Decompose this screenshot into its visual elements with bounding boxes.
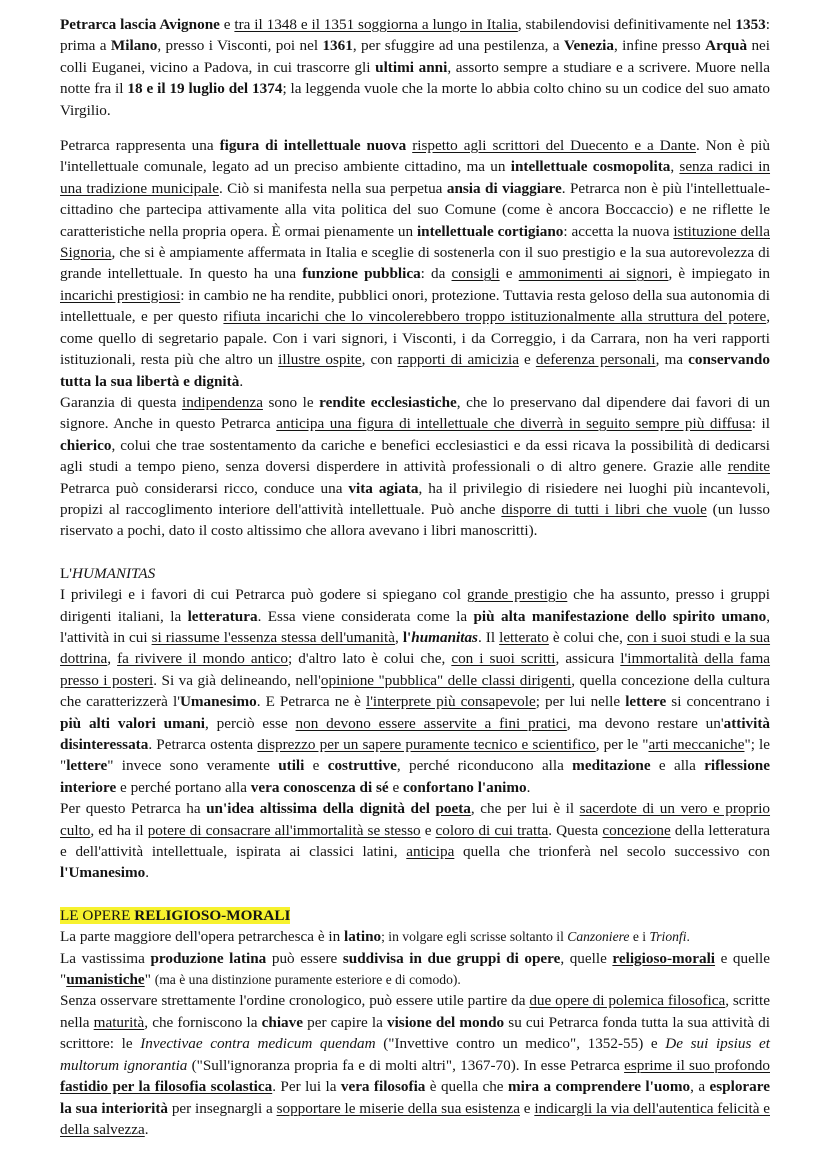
- text-run: grande prestigio: [466, 586, 568, 604]
- text-run: ; d'altro lato è colui che,: [287, 650, 452, 668]
- text-run: latino: [343, 928, 382, 946]
- text-run: sopportare le miserie della sua esistenza: [276, 1099, 520, 1117]
- text-run: . Il: [477, 628, 500, 646]
- text-run: e: [304, 757, 328, 775]
- text-run: (ma è una distinzione puramente esteriore e di comodo).: [154, 972, 461, 988]
- text-run: un'idea altissima della dignità del: [206, 800, 436, 818]
- text-run: ammonimenti ai signori: [518, 265, 669, 283]
- text-run: ; per lui nelle: [535, 693, 626, 711]
- text-run: , con: [361, 351, 398, 369]
- text-run: , che si è ampiamente affermata in Italia e sceglie di sostenerla con il suo prestigio e la sua autorevolezza di grande intellettuale. In questo ha una: [60, 244, 770, 283]
- text-run: costruttive: [327, 757, 397, 775]
- text-run: quella che trionferà nel secolo successivo con: [454, 843, 770, 861]
- text-run: per capire la: [302, 1013, 387, 1031]
- text-run: è colui che,: [548, 628, 627, 646]
- text-run: , ed ha il: [90, 821, 148, 839]
- text-run: indipendenza: [181, 393, 263, 411]
- text-run: e: [499, 265, 519, 283]
- text-run: " invece sono veramente: [107, 757, 279, 775]
- text-run: Petrarca lascia Avignone: [60, 16, 220, 33]
- text-run: e alla: [650, 757, 705, 775]
- text-run: ,: [107, 650, 118, 668]
- text-run: opinione "pubblica" delle classi dirigenti: [320, 671, 572, 689]
- text-run: esplorare la sua interiorità: [60, 1078, 770, 1117]
- text-run: l'interprete più consapevole: [365, 693, 536, 711]
- text-run: vita agiata: [348, 479, 419, 497]
- text-run: LE OPERE: [60, 906, 135, 924]
- text-run: si riassume l'essenza stessa dell'umanità: [151, 628, 395, 646]
- text-run: [411, 629, 478, 646]
- text-run: Canzoniere: [567, 929, 630, 945]
- text-run: . Questa: [548, 821, 603, 839]
- text-run: poeta: [435, 800, 471, 818]
- text-run: , assorto sempre a studiare e a scrivere. Muore nella notte fra il: [60, 58, 771, 98]
- paragraph-avignone: [60, 14, 770, 121]
- text-run: , ma devono restare un': [566, 714, 724, 732]
- text-run: coloro di cui tratta: [435, 821, 549, 839]
- text-run: ansia di viaggiare: [446, 179, 562, 197]
- text-run: 1361: [322, 37, 353, 55]
- text-run: . E Petrarca ne è: [256, 693, 366, 711]
- text-run: anticipa: [406, 843, 455, 861]
- text-run: l': [402, 628, 412, 646]
- text-run: , ha il privilegio di risiedere nei luoghi più incantevoli, propizi al raccoglimento interiore dell'attività intellettuale. Può anche: [60, 479, 770, 518]
- text-run: . Si va già delineando, nell': [153, 671, 321, 689]
- text-run: della letteratura e dell'attività intellettuale, ispirata ai classici latini,: [60, 821, 770, 861]
- heading-opere-religioso-morali: [60, 905, 770, 926]
- text-run: visione del mondo: [386, 1013, 505, 1031]
- text-run: rendite: [727, 458, 770, 476]
- text-run: , per sfuggire ad una pestilenza, a: [352, 37, 564, 55]
- text-run: Milano: [110, 37, 158, 55]
- text-run: suddivisa in due gruppi di opere: [342, 949, 561, 967]
- text-run: , a: [690, 1078, 710, 1096]
- text-run: La parte maggiore dell'opera petrarchesca è in: [60, 928, 344, 946]
- text-run: con i suoi studi e la sua dottrina: [60, 628, 771, 668]
- text-run: conservando tutta la sua libertà e dignità: [60, 351, 770, 390]
- text-run: ; la leggenda vuole che la morte lo abbia colto chino su un codice del suo amato Virgilio.: [60, 80, 770, 119]
- text-run: : il: [751, 415, 770, 433]
- text-run: , per le ": [595, 736, 649, 753]
- text-run: Venezia: [563, 37, 614, 55]
- text-run: L': [60, 564, 73, 582]
- text-run: maturità: [93, 1013, 145, 1031]
- text-run: sono le: [262, 393, 320, 411]
- text-run: vera conoscenza di sé: [250, 778, 389, 796]
- text-run: , è impiegato in: [668, 265, 771, 283]
- text-run: chiave: [261, 1013, 303, 1031]
- text-run: . Non è più l'intellettuale comunale, legato ad un preciso ambiente cittadino, ma un: [60, 137, 770, 176]
- text-run: letterato: [499, 628, 549, 646]
- text-run: , che lo preservano dal dipendere dai favori di un signore. Anche in questo Petrarca: [60, 393, 770, 433]
- text-run: , colui che trae sostentamento da cariche e benefici ecclesiastici e da essi ricava la possibilità di dedicarsi agli studi a tempo pieno, senza doversi disperdere in attività professionali o di altro genere. Grazie alle: [60, 436, 770, 476]
- text-run: . Essa viene considerata come la: [257, 607, 474, 625]
- text-run: rispetto agli scrittori del Duecento e a Dante: [412, 137, 696, 155]
- text-run: intellettuale cortigiano: [416, 222, 564, 240]
- text-run: incarichi prestigiosi: [60, 286, 181, 304]
- text-run: umanistiche: [66, 971, 145, 989]
- text-run: tra il 1348 e il 1351 soggiorna a lungo in Italia: [234, 16, 518, 33]
- text-run: (un lusso riservato a pochi, dato il costo altissimo che allora avevano i libri manoscritti).: [60, 500, 770, 540]
- text-run: confortano l'animo: [403, 778, 527, 796]
- text-run: humanitas: [411, 628, 478, 646]
- text-run: per insegnargli a: [168, 1099, 277, 1117]
- text-run: Umanesimo: [179, 693, 257, 711]
- paragraph-produzione-latina: [60, 948, 770, 991]
- text-run: RELIGIOSO-MORALI: [134, 906, 291, 924]
- text-run: : accetta la nuova: [563, 222, 674, 240]
- text-run: I privilegi e i favori di cui Petrarca può godere si spiegano col: [60, 586, 467, 604]
- text-run: attività disinteressata: [60, 714, 771, 753]
- text-run: Trionfi: [649, 929, 687, 945]
- text-run: rapporti di amicizia: [397, 351, 519, 369]
- text-run: ; in volgare egli scrisse soltanto il: [381, 929, 568, 945]
- text-run: e i: [629, 929, 650, 945]
- text-run: e: [518, 351, 536, 369]
- text-run: fastidio per la filosofia scolastica: [60, 1078, 273, 1096]
- text-run: .: [144, 1120, 149, 1138]
- text-run: , assicura: [555, 650, 621, 668]
- text-run: esprime il suo profondo: [624, 1056, 770, 1074]
- text-run: l'Umanesimo: [60, 864, 146, 882]
- paragraph-indipendenza: [60, 392, 770, 542]
- text-run: può essere: [266, 949, 343, 967]
- text-run: deferenza personali: [535, 351, 656, 369]
- text-run: De sui ipsius et multorum ignorantia: [60, 1035, 770, 1074]
- text-run: funzione pubblica: [302, 265, 421, 283]
- text-run: 1353: [735, 16, 766, 33]
- text-run: , l'attività in cui: [60, 607, 770, 646]
- text-run: consigli: [451, 265, 500, 283]
- text-run: .: [686, 929, 690, 945]
- text-run: , che per lui è il: [470, 800, 580, 818]
- text-run: indicargli la via dell'autentica felicità e della salvezza: [60, 1099, 770, 1138]
- text-run: Senza osservare strettamente l'ordine cronologico, può essere utile partire da: [60, 992, 530, 1010]
- paragraph-latino: [60, 926, 770, 947]
- text-run: e: [420, 821, 436, 839]
- text-run: : in cambio ne ha rendite, pubblici onori, protezione. Tuttavia resta geloso della sua autonomia di intellettuale, e per questo: [60, 286, 770, 326]
- text-run: , scritte nella: [60, 992, 770, 1031]
- text-run: , perciò esse: [205, 714, 296, 732]
- text-run: istituzione della Signoria: [60, 222, 770, 262]
- text-run: e: [388, 778, 404, 796]
- text-run: "; le ": [60, 736, 771, 775]
- text-run: , perché riconducono alla: [396, 757, 573, 775]
- text-run: su cui Petrarca fonda tutta la sua attività di scrittore: le: [60, 1013, 770, 1053]
- text-run: .: [145, 864, 150, 882]
- text-run: religioso-morali: [612, 949, 716, 967]
- text-run: nei colli Euganei, vicino a Padova, in cui trascorre gli: [60, 37, 771, 76]
- text-run: potere di consacrare all'immortalità se stesso: [147, 821, 421, 839]
- text-run: Petrarca rappresenta una: [60, 137, 220, 155]
- text-run: intellettuale cosmopolita: [510, 158, 671, 176]
- text-run: e quelle ": [60, 949, 771, 989]
- text-run: , quella concezione della cultura che caratterizzerà l': [60, 671, 771, 711]
- text-run: sacerdote di un vero e proprio culto: [60, 800, 771, 839]
- text-run: Garanzia di questa: [60, 393, 182, 411]
- text-run: Petrarca può considerarsi ricco, conduce una: [60, 479, 349, 497]
- text-run: si concentrano i: [666, 693, 770, 711]
- text-run: lettere: [66, 757, 108, 775]
- text-run: e: [219, 16, 235, 33]
- text-run: Invectivae contra medicum quendam: [140, 1035, 376, 1053]
- text-run: . Per lui la: [272, 1078, 341, 1096]
- paragraph-polemica-filosofica: [60, 990, 770, 1140]
- text-run: ,: [670, 158, 680, 176]
- text-run: .: [526, 778, 531, 796]
- text-run: 18 e il 19 luglio del 1374: [127, 80, 283, 98]
- heading-humanitas: [60, 563, 770, 584]
- text-run: [612, 950, 715, 967]
- text-run: chierico: [60, 436, 112, 454]
- text-run: disprezzo per un sapere puramente tecnico e scientifico: [257, 736, 596, 753]
- text-run: senza radici in una tradizione municipale: [60, 158, 771, 197]
- text-run: letteratura: [187, 607, 258, 625]
- text-run: illustre ospite: [278, 351, 362, 369]
- text-run: .: [239, 372, 244, 390]
- text-run: [66, 971, 144, 988]
- text-run: fa rivivere il mondo antico: [117, 650, 288, 668]
- paragraph-letteratura: [60, 584, 770, 798]
- text-run: , che forniscono la: [144, 1013, 262, 1031]
- text-run: La vastissima: [60, 949, 151, 967]
- text-run: lettere: [625, 693, 667, 711]
- text-run: . Petrarca non è più l'intellettuale-cittadino che partecipa attivamente alla vita politica del suo Comune (come è ancora Boccaccio) e ne riflette le caratteristiche nella propria opera. È ormai pienamente un: [60, 179, 770, 240]
- text-run: disporre di tutti i libri che vuole: [501, 500, 707, 518]
- text-run: utili: [278, 757, 305, 775]
- text-run: ("Sull'ignoranza propria fa e di molti altri", 1367-70). In esse Petrarca: [187, 1056, 625, 1074]
- text-run: produzione latina: [150, 949, 267, 967]
- text-run: [435, 800, 470, 817]
- text-run: rifiuta incarichi che lo vincolerebbero troppo istituzionalmente alla struttura del potere: [223, 308, 767, 326]
- text-run: meditazione: [572, 757, 651, 775]
- paragraph-poeta: [60, 798, 770, 884]
- text-run: ultimi anni: [375, 58, 448, 76]
- text-run: , infine presso: [614, 37, 706, 55]
- text-run: mira a comprendere l'uomo: [507, 1078, 691, 1096]
- document-page: [60, 14, 770, 1140]
- text-run: : da: [420, 265, 452, 283]
- text-run: . Ciò si manifesta nella sua perpetua: [218, 179, 447, 197]
- text-run: ": [144, 971, 155, 989]
- text-run: , stabilendovisi definitivamente nel: [517, 16, 736, 33]
- text-run: rendite ecclesiastiche: [319, 393, 457, 411]
- text-run: concezione: [602, 821, 671, 839]
- text-run: Per questo Petrarca ha: [60, 800, 207, 818]
- text-run: ,: [394, 628, 403, 646]
- text-run: [60, 1078, 272, 1095]
- text-run: anticipa una figura di intellettuale che diverrà in seguito sempre più diffusa: [276, 415, 752, 433]
- highlighted-heading: [60, 907, 290, 924]
- paragraph-intellettuale: [60, 135, 770, 392]
- text-run: più alta manifestazione dello spirito umano: [473, 607, 767, 625]
- text-run: è quella che: [425, 1078, 508, 1096]
- text-run: arti meccaniche: [648, 736, 745, 753]
- text-run: due opere di polemica filosofica: [529, 992, 726, 1010]
- text-run: vera filosofia: [340, 1078, 426, 1096]
- text-run: , quelle: [560, 949, 613, 967]
- text-run: , presso i Visconti, poi nel: [157, 37, 323, 55]
- text-run: più alti valori umani: [60, 714, 205, 732]
- text-run: riflessione interiore: [60, 757, 770, 796]
- text-run: con i suoi scritti: [451, 650, 556, 668]
- text-run: , come quello di segretario papale. Con i vari signori, i Visconti, i da Correggio, i da Carrara, non ha veri rapporti istituzionali, resta più che altro un: [60, 308, 770, 369]
- text-run: e perché portano alla: [116, 778, 251, 796]
- text-run: e: [519, 1099, 535, 1117]
- text-run: ("Invettive contro un medico", 1352-55) e: [375, 1035, 666, 1053]
- text-run: HUMANITAS: [72, 564, 156, 582]
- text-run: che ha assunto, presso i gruppi dirigenti italiani, la: [60, 586, 770, 625]
- text-run: : prima a: [60, 16, 770, 55]
- text-run: , ma: [655, 351, 689, 369]
- text-run: non devono essere asservite a fini pratici: [295, 714, 567, 732]
- text-run: . Petrarca ostenta: [148, 736, 258, 753]
- text-run: figura di intellettuale nuova: [219, 137, 407, 155]
- text-run: Arquà: [705, 37, 748, 55]
- text-run: l'immortalità della fama presso i posteri: [60, 650, 771, 689]
